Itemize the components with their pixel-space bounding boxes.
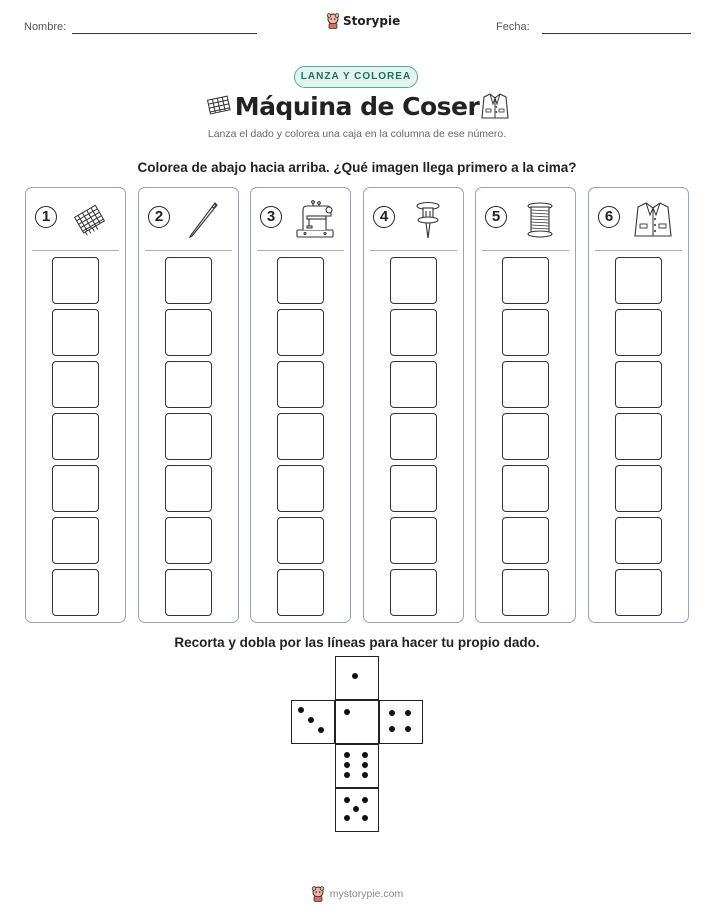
die-face-5	[335, 788, 379, 832]
die-face-4	[379, 700, 423, 744]
color-box[interactable]	[615, 413, 662, 460]
color-box[interactable]	[615, 517, 662, 564]
color-box[interactable]	[277, 517, 324, 564]
die-pip	[389, 726, 395, 732]
color-box[interactable]	[390, 465, 437, 512]
die-pip	[353, 806, 359, 812]
die-face-1	[335, 656, 379, 700]
activity-badge: LANZA Y COLOREA	[294, 66, 418, 88]
thread-spool-icon	[520, 200, 560, 240]
storypie-mascot-icon	[326, 13, 340, 29]
column-number: 3	[260, 206, 282, 228]
color-box[interactable]	[165, 517, 212, 564]
color-box[interactable]	[52, 361, 99, 408]
color-box[interactable]	[615, 257, 662, 304]
color-box[interactable]	[615, 361, 662, 408]
date-label: Fecha:	[496, 21, 530, 33]
color-box[interactable]	[165, 465, 212, 512]
color-box[interactable]	[277, 257, 324, 304]
color-box[interactable]	[52, 309, 99, 356]
column-2	[138, 187, 239, 623]
brand-logo	[326, 13, 400, 29]
color-box[interactable]	[52, 257, 99, 304]
color-box[interactable]	[502, 309, 549, 356]
die-pip	[298, 707, 304, 713]
color-box[interactable]	[502, 361, 549, 408]
color-box[interactable]	[390, 309, 437, 356]
die-pip	[362, 772, 368, 778]
color-box[interactable]	[165, 309, 212, 356]
column-header	[476, 188, 575, 250]
column-header	[26, 188, 125, 250]
column-number: 4	[373, 206, 395, 228]
die-pip	[352, 673, 358, 679]
die-pip	[344, 752, 350, 758]
column-divider	[257, 250, 344, 251]
column-divider	[145, 250, 232, 251]
color-box[interactable]	[502, 569, 549, 616]
color-box[interactable]	[390, 361, 437, 408]
color-box[interactable]	[390, 569, 437, 616]
color-box[interactable]	[52, 413, 99, 460]
page-subtitle: Lanza el dado y colorea una caja en la columna de ese número.	[207, 128, 507, 140]
color-box[interactable]	[502, 517, 549, 564]
die-pip	[344, 709, 350, 715]
name-line[interactable]	[72, 33, 257, 34]
column-header	[251, 188, 350, 250]
page-title: Máquina de Coser	[234, 92, 480, 121]
pin-icon	[408, 200, 448, 240]
storypie-mascot-icon	[311, 886, 325, 902]
column-header	[364, 188, 463, 250]
color-box[interactable]	[615, 309, 662, 356]
color-box[interactable]	[277, 465, 324, 512]
color-box[interactable]	[277, 413, 324, 460]
color-box[interactable]	[165, 361, 212, 408]
die-pip	[308, 717, 314, 723]
die-pip	[362, 797, 368, 803]
column-number: 2	[148, 206, 170, 228]
die-pip	[362, 752, 368, 758]
column-5	[475, 187, 576, 623]
column-divider	[370, 250, 457, 251]
date-line[interactable]	[542, 33, 691, 34]
coloring-instruction: Colorea de abajo hacia arriba. ¿Qué imagen llega primero a la cima?	[137, 160, 577, 175]
color-box[interactable]	[390, 413, 437, 460]
column-1	[25, 187, 126, 623]
die-pip	[362, 815, 368, 821]
color-box[interactable]	[52, 465, 99, 512]
color-box[interactable]	[52, 517, 99, 564]
die-pip	[344, 772, 350, 778]
column-6	[588, 187, 689, 623]
column-3	[250, 187, 351, 623]
die-face-6	[335, 744, 379, 788]
color-box[interactable]	[502, 413, 549, 460]
column-number: 1	[35, 206, 57, 228]
color-box[interactable]	[502, 257, 549, 304]
color-box[interactable]	[277, 309, 324, 356]
color-box[interactable]	[390, 517, 437, 564]
column-number: 6	[598, 206, 620, 228]
needle-icon	[183, 200, 223, 240]
column-header	[589, 188, 688, 250]
die-pip	[344, 815, 350, 821]
footer	[0, 886, 714, 902]
die-face-1	[335, 700, 379, 744]
column-4	[363, 187, 464, 623]
fabric-icon	[70, 200, 110, 240]
die-pip	[344, 797, 350, 803]
jacket-icon	[480, 92, 510, 120]
die-face-3	[291, 700, 335, 744]
die-pip	[362, 762, 368, 768]
die-pip	[389, 710, 395, 716]
sewing-machine-icon	[295, 200, 335, 240]
jacket-icon	[633, 200, 673, 240]
brand-name: Storypie	[343, 14, 401, 28]
color-box[interactable]	[277, 361, 324, 408]
color-box[interactable]	[615, 465, 662, 512]
column-divider	[32, 250, 119, 251]
die-pip	[318, 727, 324, 733]
color-box[interactable]	[165, 257, 212, 304]
column-number: 5	[485, 206, 507, 228]
dice-instruction: Recorta y dobla por las líneas para hacer tu propio dado.	[174, 635, 540, 650]
color-box[interactable]	[165, 413, 212, 460]
column-divider	[482, 250, 569, 251]
color-box[interactable]	[277, 569, 324, 616]
color-box[interactable]	[52, 569, 99, 616]
color-box[interactable]	[502, 465, 549, 512]
die-pip	[405, 710, 411, 716]
die-pip	[344, 762, 350, 768]
footer-url[interactable]: mystorypie.com	[329, 888, 404, 900]
color-box[interactable]	[615, 569, 662, 616]
column-header	[139, 188, 238, 250]
color-box[interactable]	[165, 569, 212, 616]
die-pip	[405, 726, 411, 732]
column-divider	[595, 250, 682, 251]
name-label: Nombre:	[24, 21, 67, 33]
color-box[interactable]	[390, 257, 437, 304]
